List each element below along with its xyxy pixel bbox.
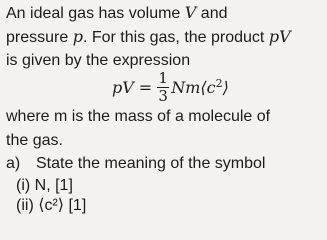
intro-text: . For this gas, the product bbox=[82, 29, 269, 46]
fraction-numerator: 1 bbox=[158, 68, 168, 87]
fraction-one-third bbox=[157, 68, 169, 105]
question-marker: a) bbox=[6, 155, 21, 172]
intro-line-1 bbox=[6, 3, 227, 24]
pressure-symbol: p bbox=[72, 27, 83, 46]
question-a bbox=[6, 154, 265, 174]
equation-rhs-close: ⟩ bbox=[222, 78, 229, 97]
question-part-i: (i) N, [1] bbox=[16, 177, 73, 194]
equation-rhs bbox=[171, 77, 229, 97]
equation-exponent: 2 bbox=[215, 77, 223, 90]
question-part-ii: (ii) ⟨c²⟩ [1] bbox=[16, 197, 87, 214]
definition-line-1: where m is the mass of a molecule of bbox=[6, 108, 271, 125]
product-symbol: pV bbox=[268, 27, 291, 46]
intro-line-3: is given by the expression bbox=[6, 52, 191, 69]
equals-sign: = bbox=[138, 77, 153, 97]
intro-text: pressure bbox=[6, 29, 73, 46]
volume-symbol: V bbox=[184, 3, 197, 22]
intro-line-2 bbox=[6, 27, 291, 48]
equation-lhs: pV bbox=[112, 77, 134, 97]
intro-text: and bbox=[196, 5, 228, 22]
question-text: State the meaning of the symbol bbox=[36, 155, 266, 172]
fraction-denominator: 3 bbox=[158, 86, 168, 105]
kinetic-theory-equation bbox=[112, 70, 229, 104]
equation-rhs-text: Nm⟨c bbox=[171, 78, 216, 97]
definition-line-2: the gas. bbox=[6, 132, 63, 149]
intro-text: An ideal gas has volume bbox=[6, 5, 185, 22]
